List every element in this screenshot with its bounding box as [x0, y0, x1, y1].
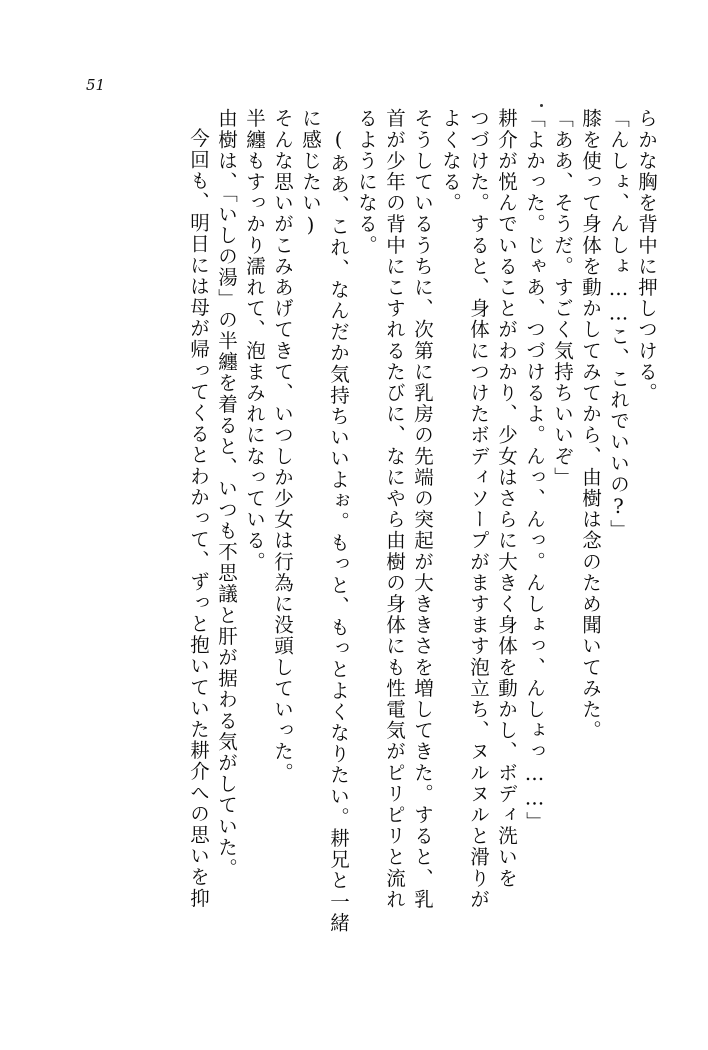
text-line: つづけた。すると、身体につけたボディソープがますます泡立ち、ヌルヌルと滑りが [467, 108, 490, 910]
text-line: るようになる。 [355, 108, 378, 256]
text-line: 耕介が悦んでいることがわかり、少女はさらに大きく身体を動かし、ボディ洗いを [495, 108, 518, 889]
text-line: 半纏もすっかり濡れて、泡まみれになっている。 [243, 108, 266, 573]
text-line: そんな思いがこみあげてきて、いつしか少女は行為に没頭していった。 [271, 108, 294, 784]
text-line: 「んしょ、んしょ……こ、これでいいの?」 [607, 108, 630, 541]
text-line: 「よかった。じゃあ、つづけるよ。んっ、んっ。んしょっ、んしょっ……」 [523, 108, 546, 833]
text-line: 「ああ、そうだ。すごく気持ちいいぞ」 [551, 108, 574, 488]
text-line: に感じたい) [299, 108, 322, 239]
text-line: よくなる。 [439, 108, 462, 214]
vertical-text-body [56, 108, 656, 968]
page-number: 51 [86, 76, 106, 94]
text-line: 由樹は、「いしの湯」の半纏を着ると、いつも不思議と肝が据わる気がしていた。 [215, 108, 238, 879]
page-mark-dot [540, 104, 543, 107]
text-line: 膝を使って身体を動かしてみてから、由樹は念のため聞いてみた。 [579, 108, 602, 741]
text-line: らかな胸を背中に押しつける。 [635, 108, 658, 404]
text-line: そうしているうちに、次第に乳房の先端の突起が大ききさを増してきた。すると、乳 [411, 108, 434, 910]
text-line: 首が少年の背中にこすれるたびに、なにやら由樹の身体にも性電気がピリピリと流れ [383, 108, 406, 910]
text-line: 今回も、明日には母が帰ってくるとわかって、ずっと抱いていた耕介への思いを抑 [187, 128, 210, 909]
text-line: (ああ、これ、なんだか気持ちいいよぉ。もっと、もっとよくなりたい。耕兄と一緒 [327, 128, 350, 934]
